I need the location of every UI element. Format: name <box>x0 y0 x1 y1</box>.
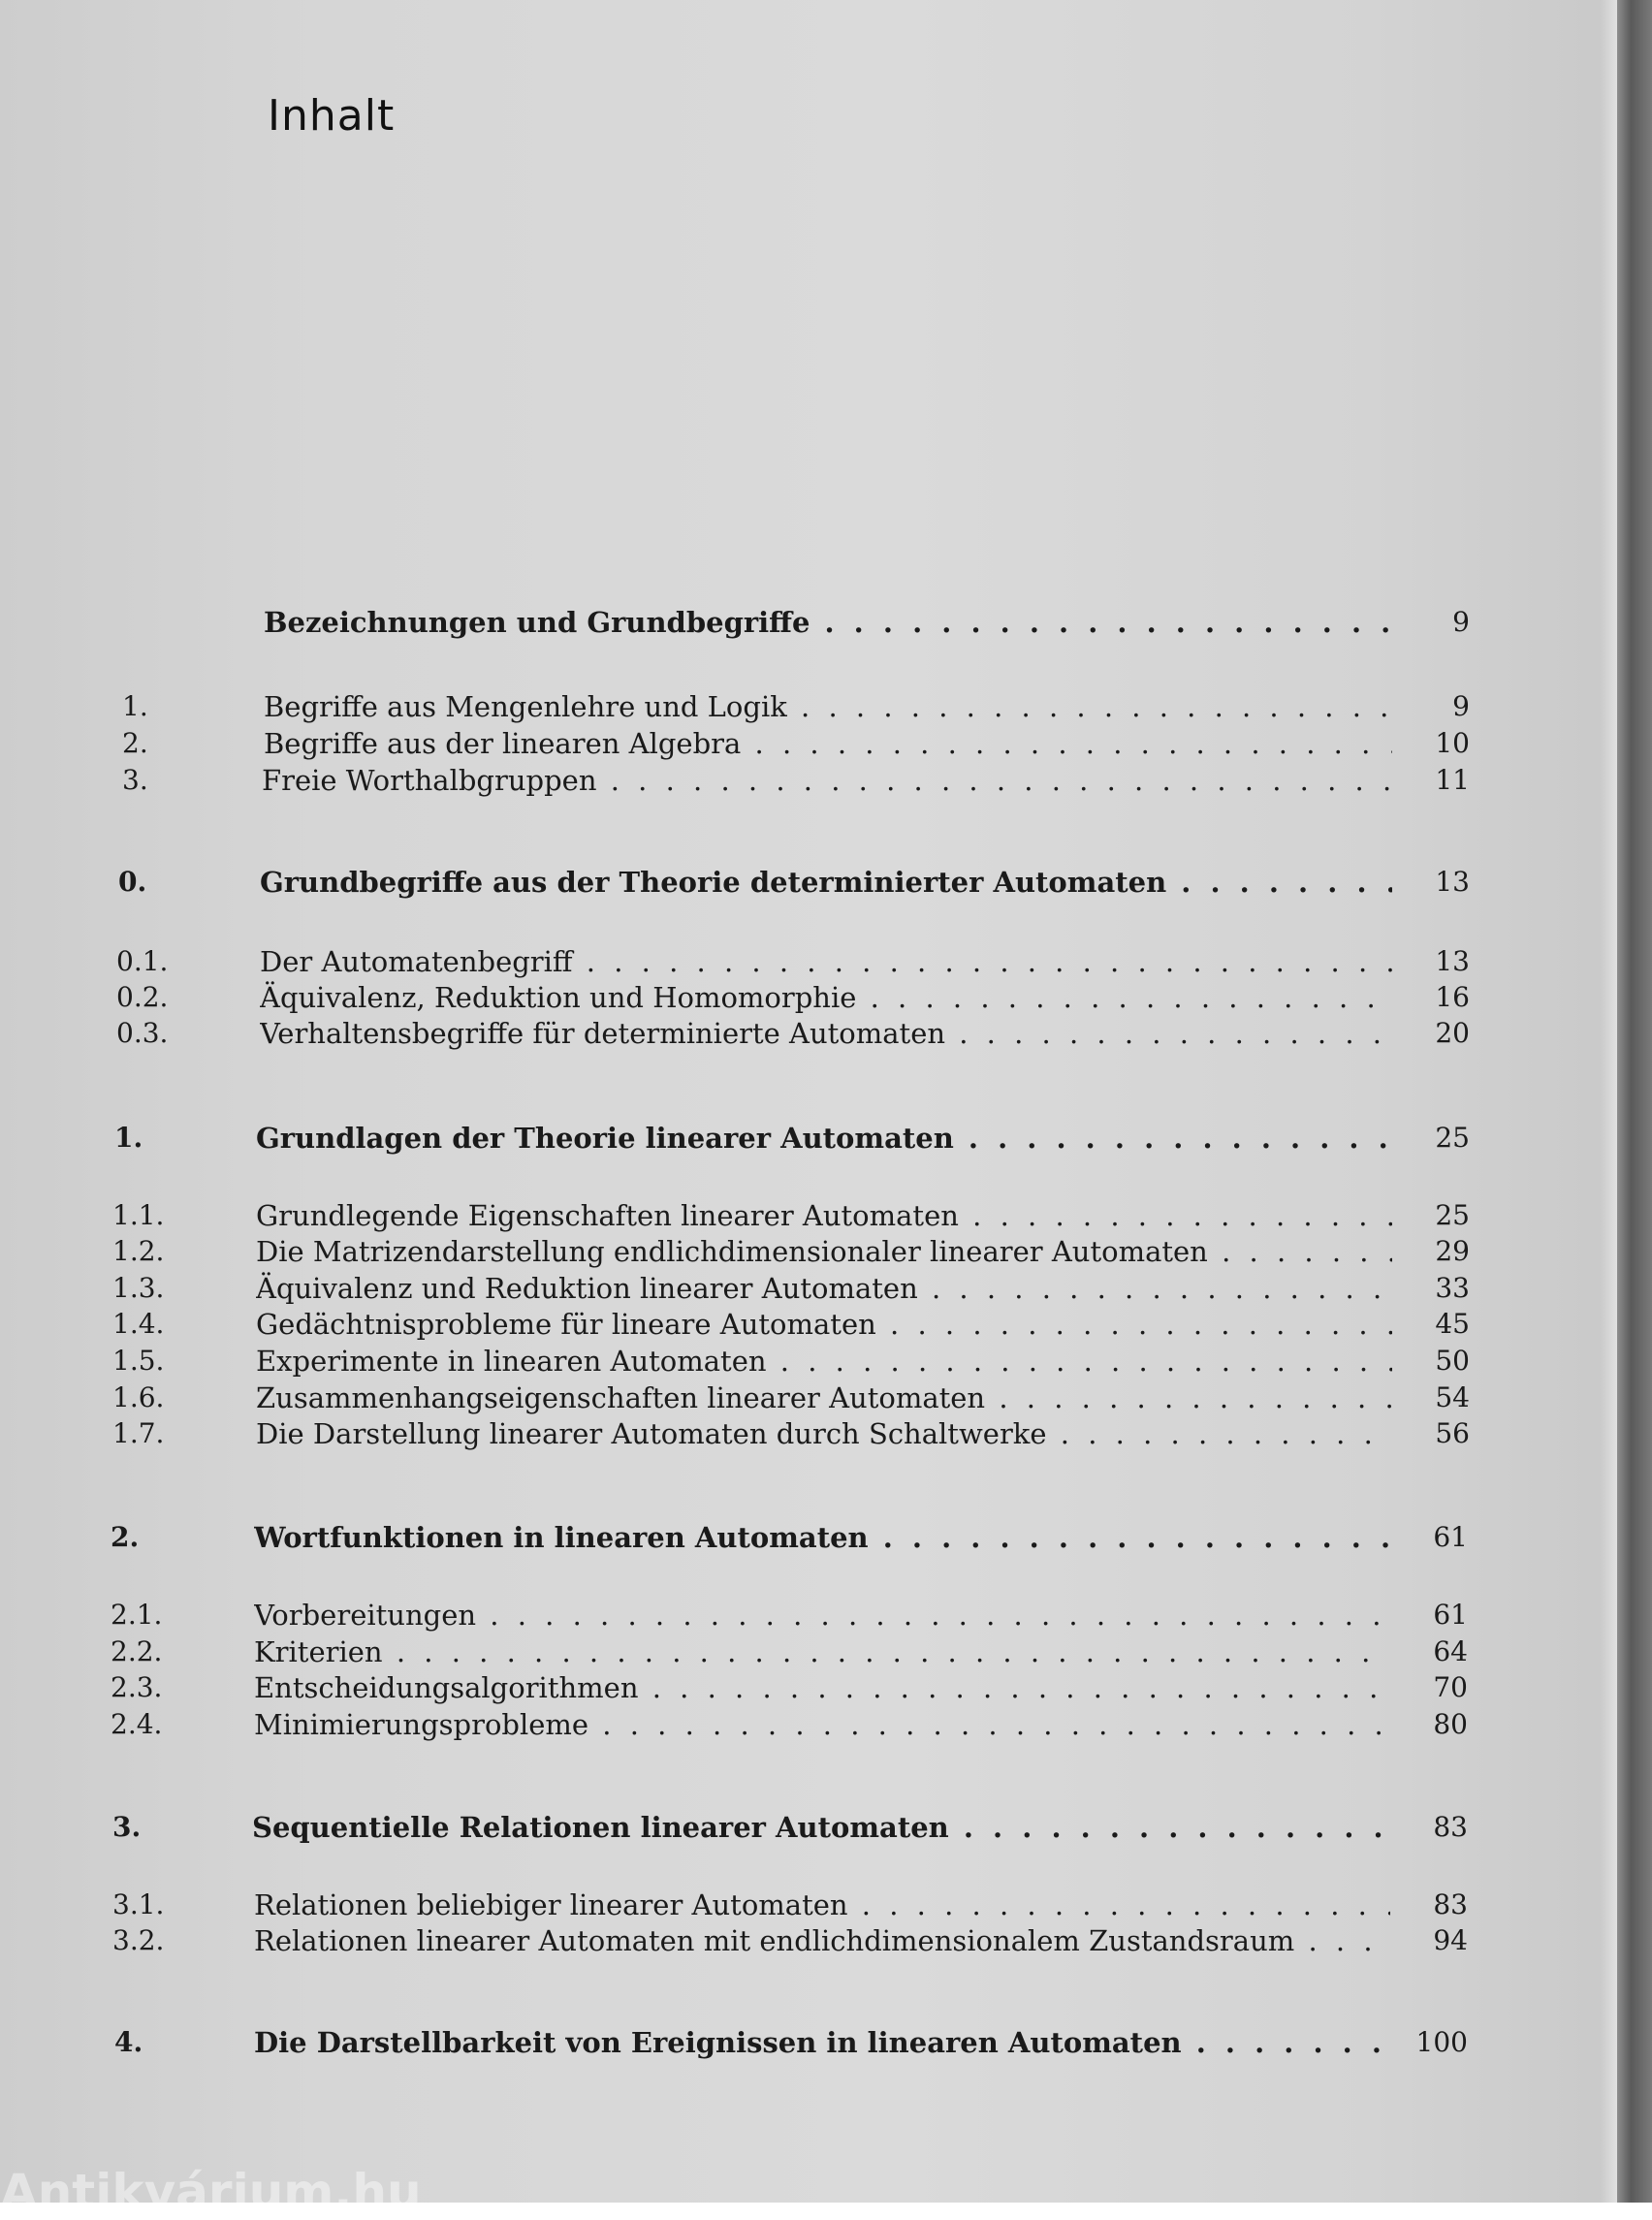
toc-entry-title: Relationen beliebiger linearer Automaten . . . <box>254 1888 1390 1921</box>
toc-chapter-entry <box>0 1122 1617 1160</box>
toc-entry-page: 13 <box>1435 866 1470 898</box>
toc-chapter-entry <box>0 606 1617 645</box>
toc-entry-title: Experimente in linearen Automaten . . . <box>256 1345 1392 1378</box>
toc-entry-number: 3.1. <box>112 1888 165 1920</box>
toc-entry-page: 70 <box>1433 1671 1468 1703</box>
toc-entry-number: 2.1. <box>111 1599 163 1631</box>
watermark: Antikvárium.hu <box>0 2164 422 2220</box>
toc-entry-number: 2.3. <box>111 1671 163 1703</box>
toc-entry-page: 10 <box>1435 727 1470 759</box>
toc-entry-page: 100 <box>1415 2026 1468 2058</box>
toc-entry-number: 0. <box>118 866 147 898</box>
toc-entry-title: Zusammenhangseigenschaften linearer Automaten . . . <box>256 1381 1392 1414</box>
toc-entry-page: 64 <box>1433 1635 1468 1667</box>
toc-entry-title: Freie Worthalbgruppen . . . <box>262 764 1392 797</box>
toc-entry-number: 4. <box>114 2026 143 2058</box>
toc-entry-page: 13 <box>1435 945 1470 977</box>
toc-chapter-entry <box>0 1521 1617 1560</box>
toc-entry-title: Sequentielle Relationen linearer Automaten . . . <box>252 1811 1390 1844</box>
toc-entry-page: 33 <box>1435 1272 1470 1304</box>
toc-entry-page: 56 <box>1435 1417 1470 1449</box>
toc-entry-page: 16 <box>1435 981 1470 1013</box>
toc-entry-title: Begriffe aus der linearen Algebra . . . <box>264 727 1392 760</box>
toc-section-entry <box>0 1345 1617 1383</box>
toc-entry-number: 1.5. <box>112 1345 165 1377</box>
toc-entry-title: Gedächtnisprobleme für lineare Automaten . . . <box>256 1308 1392 1341</box>
toc-entry-number: 1.4. <box>112 1308 165 1340</box>
toc-section-entry <box>0 1924 1617 1963</box>
toc-entry-title: Äquivalenz, Reduktion und Homomorphie . . . <box>260 981 1392 1014</box>
toc-entry-title: Kriterien . . . <box>254 1635 1390 1668</box>
toc-entry-title: Die Darstellung linearer Automaten durch Schaltwerke . . . <box>256 1417 1392 1450</box>
toc-entry-page: 83 <box>1433 1888 1468 1920</box>
toc-section-entry <box>0 1635 1617 1674</box>
toc-entry-number: 2. <box>111 1521 140 1553</box>
toc-section-entry <box>0 727 1617 766</box>
toc-section-entry <box>0 1381 1617 1420</box>
toc-entry-number: 1.6. <box>112 1381 165 1413</box>
toc-section-entry <box>0 1199 1617 1238</box>
toc-section-entry <box>0 1235 1617 1274</box>
toc-section-entry <box>0 764 1617 803</box>
toc-entry-title: Grundlegende Eigenschaften linearer Automaten . . . <box>256 1199 1392 1232</box>
toc-entry-page: 20 <box>1435 1017 1470 1049</box>
toc-entry-number: 0.2. <box>116 981 169 1013</box>
toc-entry-number: 2.2. <box>111 1635 163 1667</box>
toc-section-entry <box>0 981 1617 1020</box>
toc-section-entry <box>0 1272 1617 1311</box>
toc-entry-title: Äquivalenz und Reduktion linearer Automaten . . . <box>256 1272 1392 1305</box>
toc-entry-title: Begriffe aus Mengenlehre und Logik . . . <box>264 690 1392 723</box>
toc-section-entry <box>0 1708 1617 1747</box>
toc-entry-title: Die Matrizendarstellung endlichdimensionaler linearer Automaten . . . <box>256 1235 1392 1268</box>
toc-section-entry <box>0 1671 1617 1710</box>
toc-entry-page: 25 <box>1435 1199 1470 1231</box>
toc-entry-page: 11 <box>1435 764 1470 796</box>
page-title: Inhalt <box>268 91 396 141</box>
toc-entry-page: 54 <box>1435 1381 1470 1413</box>
toc-entry-number: 2.4. <box>111 1708 163 1740</box>
toc-entry-number: 1.7. <box>112 1417 165 1449</box>
book-spine-edge <box>1617 0 1652 2203</box>
toc-section-entry <box>0 690 1617 729</box>
toc-section-entry <box>0 1308 1617 1347</box>
toc-entry-page: 94 <box>1433 1924 1468 1956</box>
toc-entry-page: 83 <box>1433 1811 1468 1843</box>
toc-entry-page: 29 <box>1435 1235 1470 1267</box>
toc-entry-number: 0.1. <box>116 945 169 977</box>
toc-entry-page: 61 <box>1433 1599 1468 1631</box>
toc-entry-title: Grundbegriffe aus der Theorie determinierter Automaten . . . <box>260 866 1392 899</box>
toc-entry-page: 80 <box>1433 1708 1468 1740</box>
toc-entry-number: 1. <box>114 1122 143 1154</box>
toc-entry-title: Relationen linearer Automaten mit endlichdimensionalem Zustandsraum . . . <box>254 1924 1390 1957</box>
toc-entry-page: 9 <box>1452 690 1470 722</box>
toc-entry-title: Minimierungsprobleme . . . <box>254 1708 1390 1741</box>
toc-section-entry <box>0 1417 1617 1456</box>
toc-entry-page: 9 <box>1452 606 1470 638</box>
toc-entry-number: 0.3. <box>116 1017 169 1049</box>
toc-entry-page: 25 <box>1435 1122 1470 1154</box>
toc-entry-number: 3.2. <box>112 1924 165 1956</box>
toc-entry-title: Bezeichnungen und Grundbegriffe . . . <box>264 606 1392 639</box>
toc-entry-number: 1.3. <box>112 1272 165 1304</box>
toc-entry-title: Wortfunktionen in linearen Automaten . . . <box>254 1521 1390 1554</box>
toc-chapter-entry <box>0 866 1617 904</box>
toc-entry-title: Der Automatenbegriff . . . <box>260 945 1392 978</box>
toc-section-entry <box>0 945 1617 984</box>
toc-chapter-entry <box>0 1811 1617 1850</box>
toc-entry-page: 45 <box>1435 1308 1470 1340</box>
toc-section-entry <box>0 1599 1617 1637</box>
toc-section-entry <box>0 1017 1617 1056</box>
toc-entry-title: Grundlagen der Theorie linearer Automaten . . . <box>256 1122 1392 1155</box>
toc-chapter-entry <box>0 2026 1617 2065</box>
toc-entry-number: 1.2. <box>112 1235 165 1267</box>
toc-entry-number: 3. <box>112 1811 142 1843</box>
toc-entry-title: Die Darstellbarkeit von Ereignissen in linearen Automaten . . . <box>254 2026 1390 2059</box>
toc-entry-title: Verhaltensbegriffe für determinierte Automaten . . . <box>260 1017 1392 1050</box>
toc-entry-title: Entscheidungsalgorithmen . . . <box>254 1671 1390 1704</box>
toc-entry-page: 61 <box>1433 1521 1468 1553</box>
toc-entry-page: 50 <box>1435 1345 1470 1377</box>
toc-entry-number: 1.1. <box>112 1199 165 1231</box>
toc-entry-number: 2. <box>122 727 148 759</box>
toc-entry-title: Vorbereitungen . . . <box>254 1599 1390 1632</box>
toc-entry-number: 3. <box>122 764 148 796</box>
toc-entry-number: 1. <box>122 690 148 722</box>
toc-section-entry <box>0 1888 1617 1927</box>
page-edge-highlight <box>1600 0 1617 2203</box>
